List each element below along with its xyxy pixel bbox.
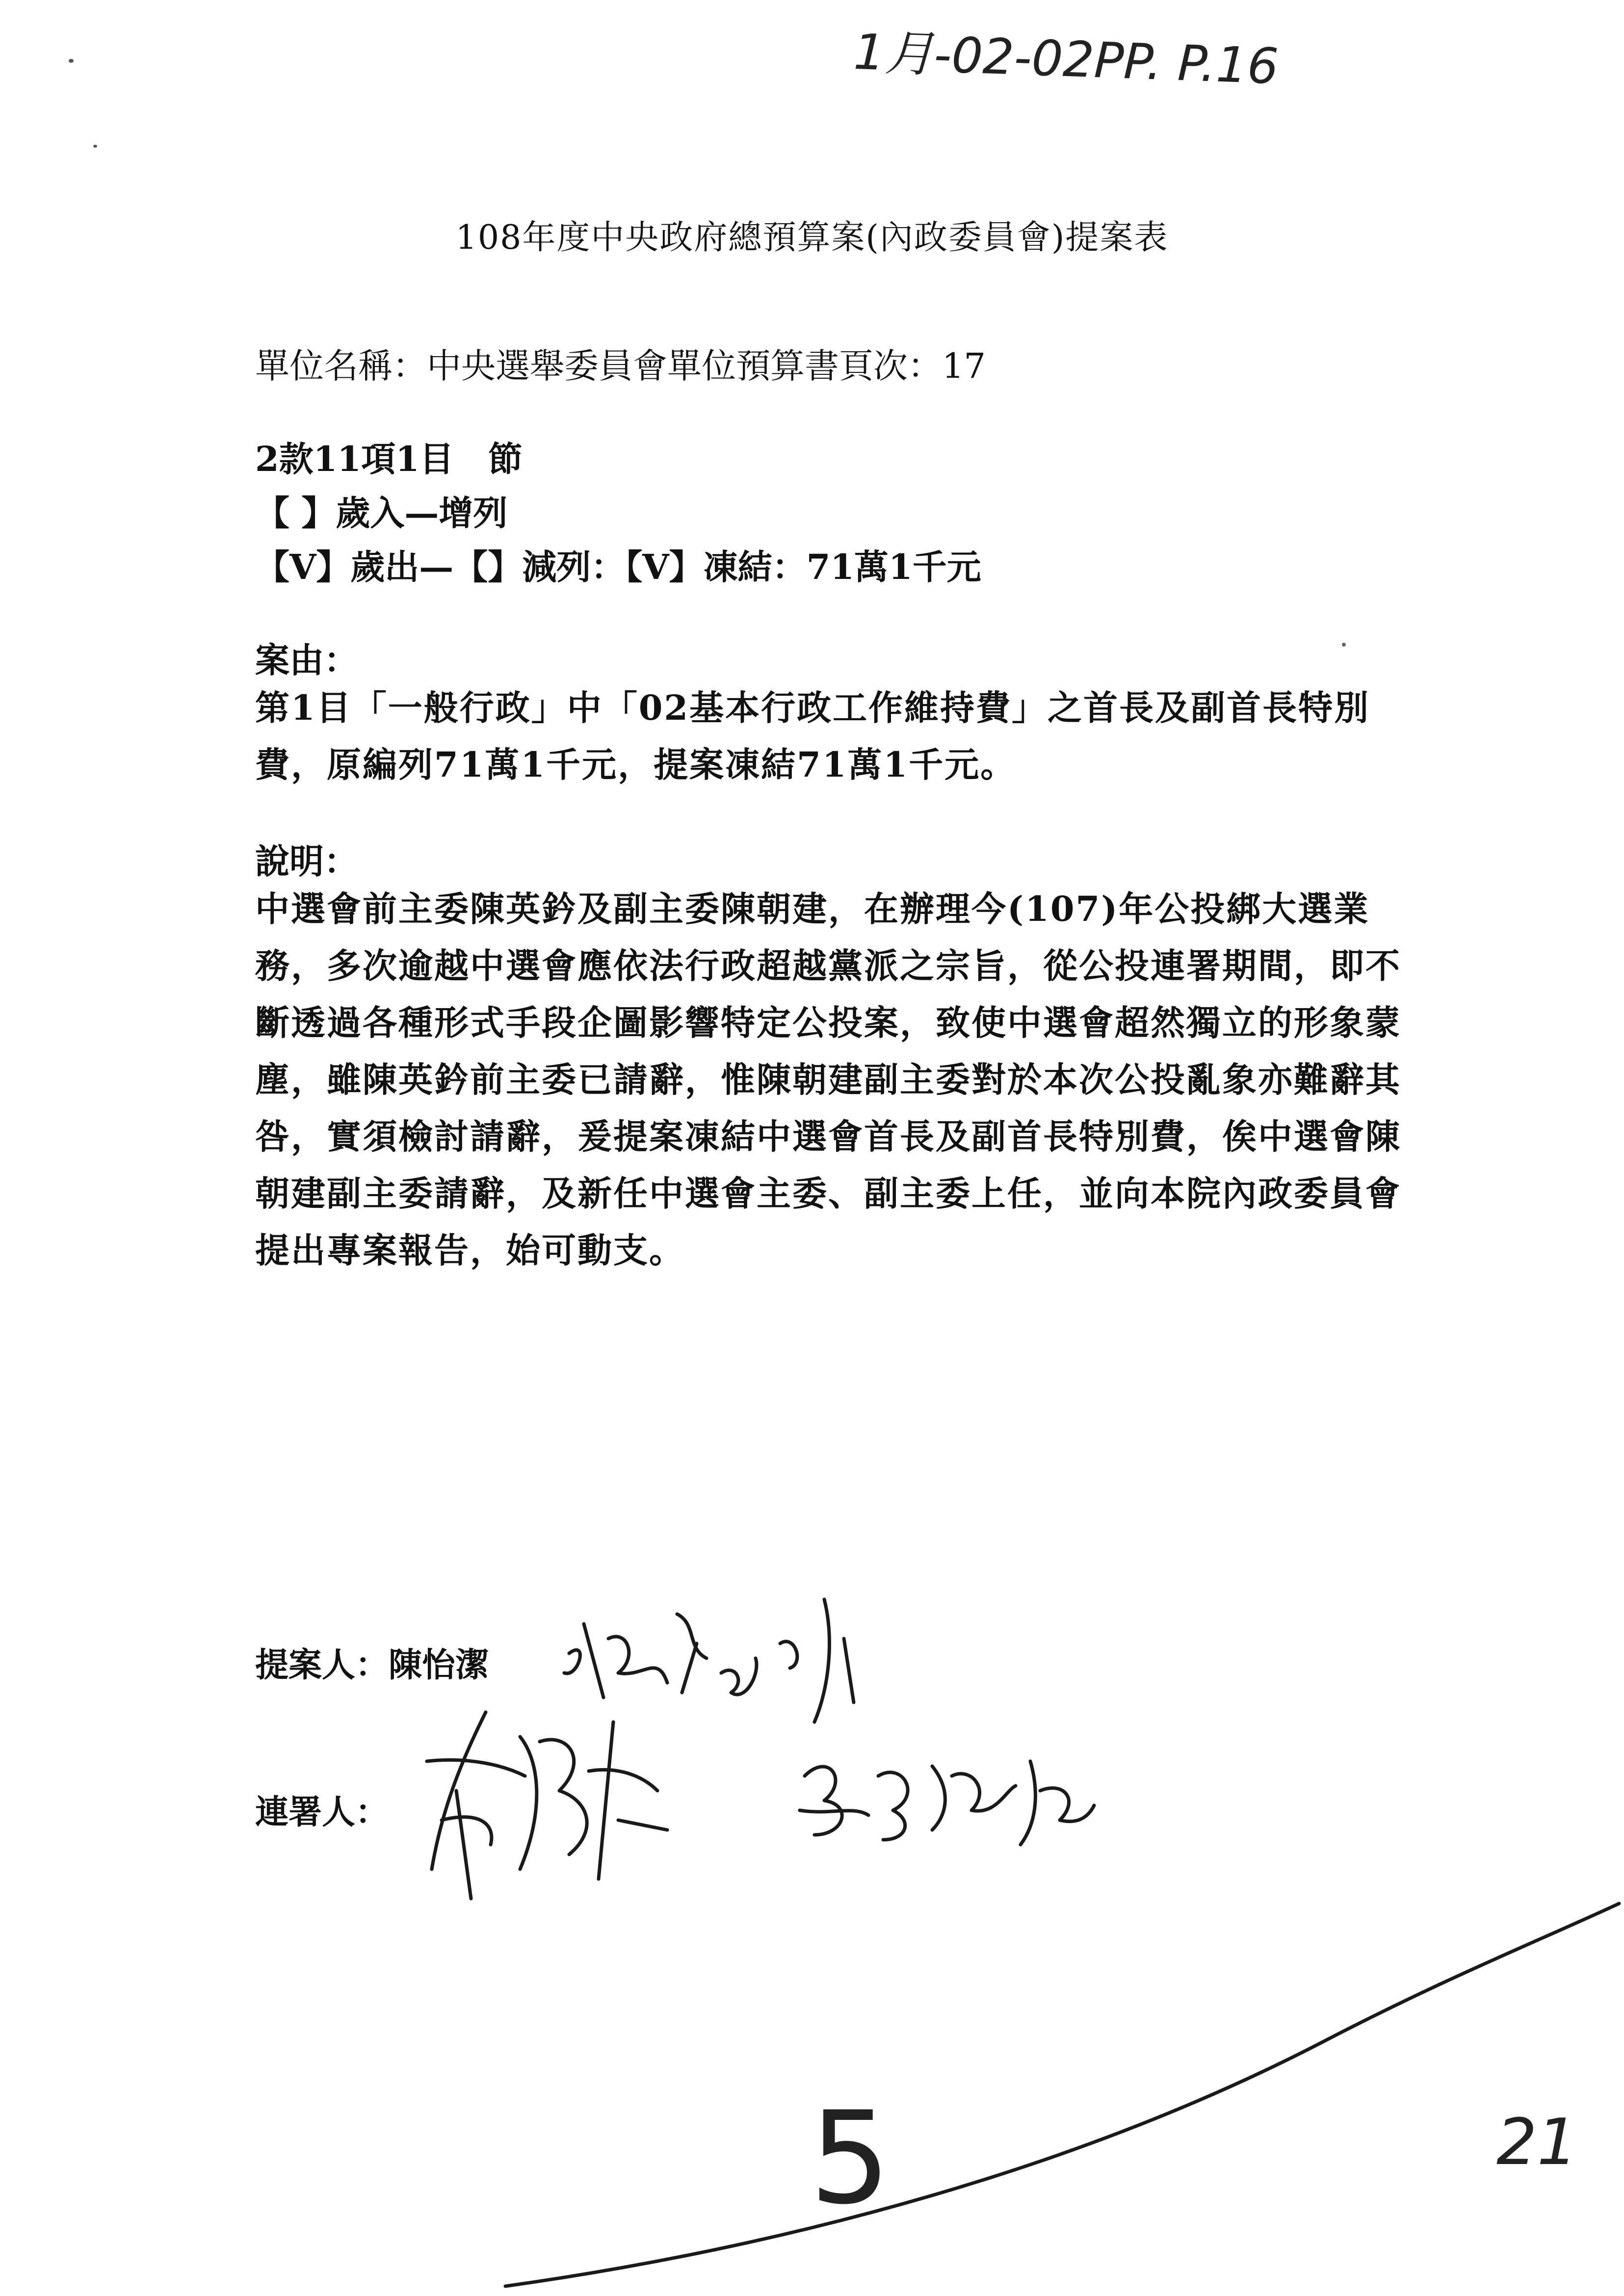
diagonal-strike-line — [491, 1894, 1624, 2296]
page-mark-right: 21 — [1496, 2105, 1578, 2179]
cosigner-label: 連署人： — [255, 1793, 389, 1832]
expense-freeze-line: 【V】歲出—【】減列：【V】凍結：71萬1千元 — [255, 547, 981, 587]
handwritten-reference-note: 1月-02-02PP. P.16 — [852, 23, 1280, 96]
cosigner-signature-1 — [412, 1693, 716, 1918]
explanation-heading: 說明： — [255, 841, 358, 882]
explanation-text: 中選會前主委陳英鈐及副主委陳朝建，在辦理今(107)年公投綁大選業務，多次逾越中選會應依法行政超越黨派之宗旨，從公投連署期間，即不斷透過各種形式手段企圖影響特定公投案，致使中選會超然獨立的形象蒙塵，雖陳英鈐前主委已請辭，惟陳朝建副主委對於本次公投亂象亦難辭其咎，實須檢討請辭，爰提案凍結中選會首長及副首長特別費，俟中選會陳朝建副主委請辭，及新任中選會主委、副主委上任，並向本院內政委員會提出專案報告，始可動支。 — [255, 888, 1401, 1271]
unit-name-line: 單位名稱：中央選舉委員會單位預算書頁次：17 — [255, 346, 986, 386]
budget-item-line: 2款11項1目 節 — [255, 439, 523, 479]
reason-heading: 案由： — [255, 640, 358, 680]
revenue-line: 【 】歲入—增列 — [255, 493, 508, 533]
cosigner-signature-2 — [785, 1732, 1099, 1859]
page-mark-left: 5 — [810, 2085, 891, 2233]
scan-speck — [1342, 643, 1346, 647]
proposer-label: 提案人：陳怡潔 — [255, 1645, 489, 1685]
scan-speck — [69, 59, 74, 63]
scan-speck — [93, 145, 97, 148]
reason-text: 第1目「一般行政」中「02基本行政工作維持費」之首長及副首長特別費，原編列71萬1千元，提案凍結71萬1千元。 — [255, 687, 1370, 785]
page-title: 108年度中央政府總預算案(內政委員會)提案表 — [455, 218, 1169, 257]
